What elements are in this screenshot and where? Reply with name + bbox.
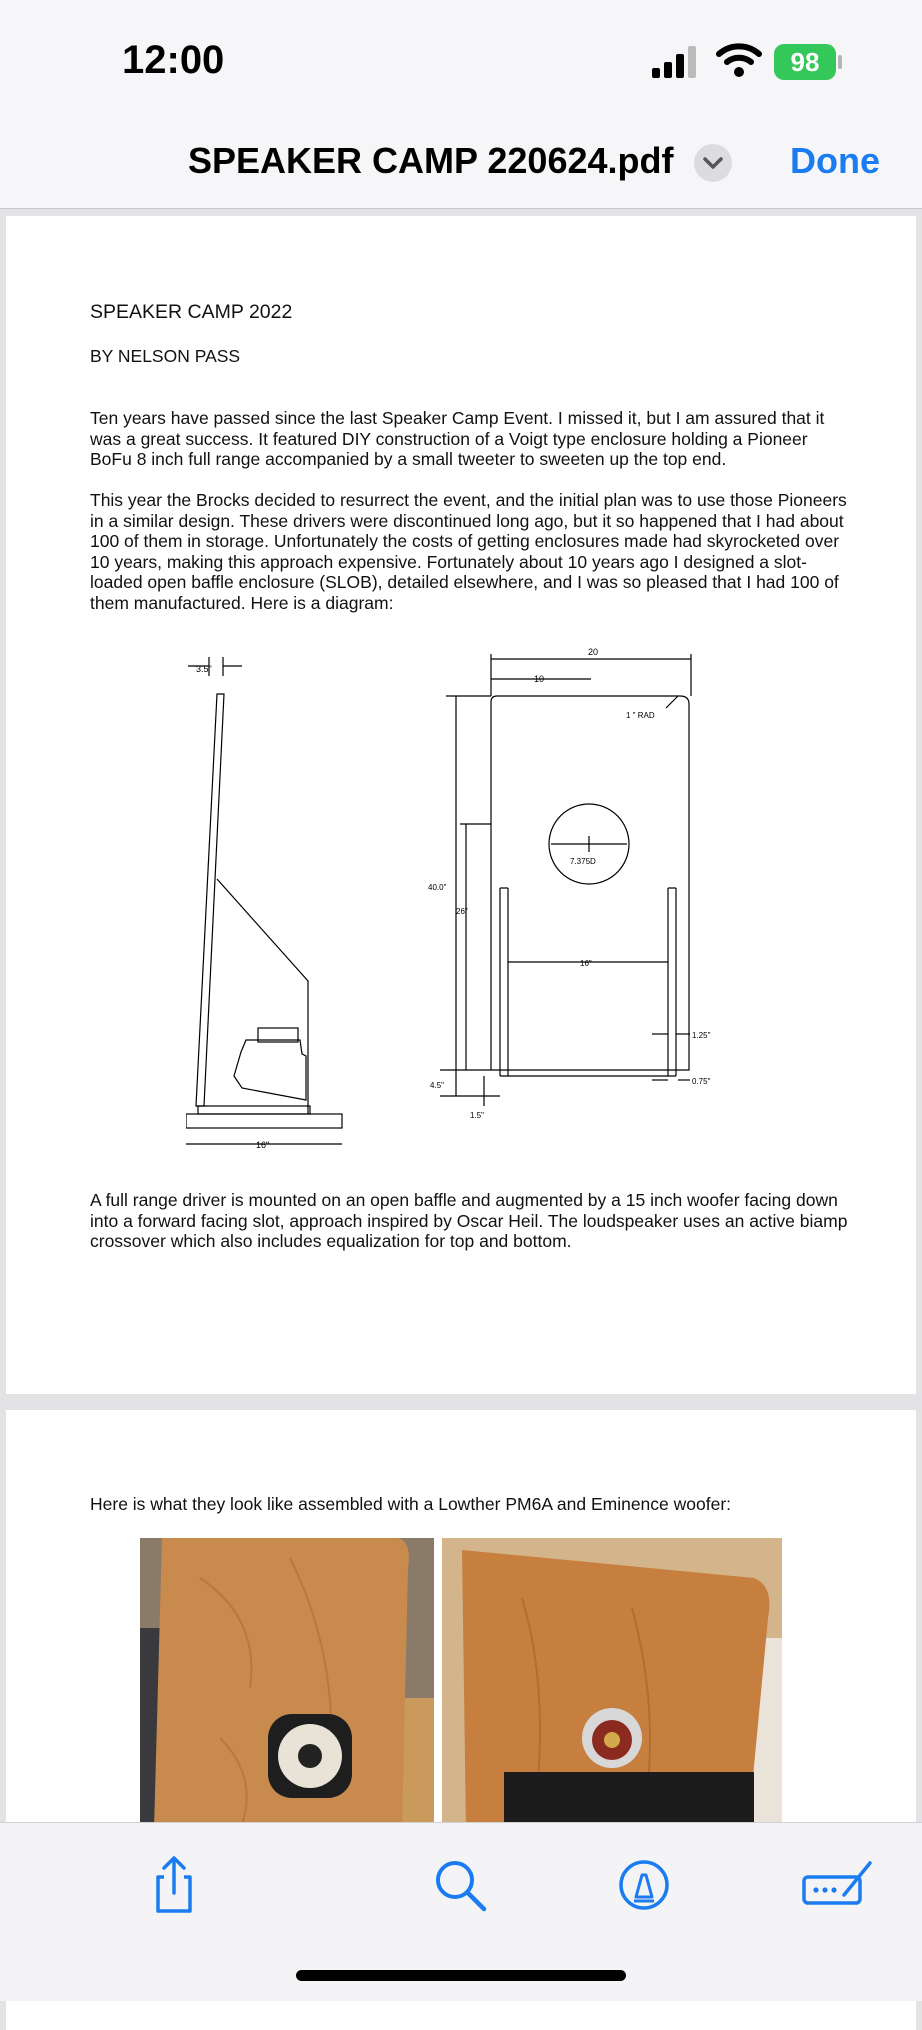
dim-label-4-5: 4.5" bbox=[430, 1081, 444, 1090]
dim-label-7-375d: 7.375D bbox=[570, 857, 596, 866]
dim-label-1-5: 1.5" bbox=[470, 1111, 484, 1120]
dim-label-20: 20 bbox=[588, 647, 599, 657]
clock: 12:00 bbox=[122, 38, 225, 82]
wifi-icon bbox=[716, 42, 762, 78]
paragraph-3: A full range driver is mounted on an open baffle and augmented by a 15 inch woofer facing down into a forward facing slot, approach inspired by Oscar Heil. The loudspeaker uses an active biamp crossover which also includes equalization for top and bottom. bbox=[90, 1190, 848, 1251]
speaker-diagram bbox=[186, 636, 726, 1156]
page2-caption: Here is what they look like assembled with a Lowther PM6A and Eminence woofer: bbox=[90, 1494, 732, 1514]
home-indicator[interactable] bbox=[296, 1970, 626, 1981]
front-view bbox=[440, 654, 691, 1106]
dim-label-10: 10 bbox=[534, 674, 545, 684]
markup-icon[interactable] bbox=[612, 1853, 676, 1917]
page-title: SPEAKER CAMP 2022 bbox=[90, 301, 293, 323]
dim-label-40: 40.0" bbox=[428, 883, 447, 892]
dim-label-16-side: 16" bbox=[256, 1140, 270, 1150]
title-menu-button[interactable] bbox=[694, 144, 732, 182]
paragraph-2: This year the Brocks decided to resurrect the event, and the initial plan was to use those Pioneers in a similar design. These drivers were discontinued long ago, but it so happened that I had about 100 of them in storage. Unfortunately the costs of getting enclosures made had skyrocketed over 10 years, making this approach expensive. Fortunately about 10 years ago I designed a slot-loaded open baffle enclosure (SLOB), detailed elsewhere, and I was so pleased that I had 100 of them manufactured. Here is a diagram: bbox=[90, 490, 847, 613]
byline: BY NELSON PASS bbox=[90, 346, 241, 366]
dim-label-1-25: 1.25" bbox=[692, 1031, 711, 1040]
battery-level bbox=[774, 44, 836, 80]
battery-tip bbox=[838, 55, 842, 69]
dim-label-0-75: 0.75" bbox=[692, 1077, 711, 1086]
speaker-photo-rear bbox=[442, 1538, 782, 1830]
side-view bbox=[186, 657, 342, 1144]
battery-percent: 98 bbox=[790, 47, 820, 77]
dim-label-16-front: 16" bbox=[580, 959, 592, 968]
document-title[interactable]: SPEAKER CAMP 220624.pdf bbox=[188, 140, 674, 181]
cellular-signal-icon bbox=[652, 46, 700, 78]
search-icon[interactable] bbox=[428, 1853, 492, 1917]
speaker-photo-front bbox=[140, 1538, 434, 1830]
status-bar bbox=[0, 0, 922, 110]
signature-icon[interactable] bbox=[800, 1853, 876, 1917]
dim-label-1-rad: 1 " RAD bbox=[626, 711, 655, 720]
paragraph-1: Ten years have passed since the last Speaker Camp Event. I missed it, but I am assured that it was a great success. It featured DIY construction of a Voigt type enclosure holding a Pioneer BoFu 8 inch full range accompanied by a small tweeter to sweeten up the top end. bbox=[90, 408, 825, 469]
dim-label-26: 26" bbox=[456, 907, 468, 916]
done-button[interactable]: Done bbox=[790, 140, 880, 181]
battery-indicator bbox=[774, 44, 842, 80]
nav-bar bbox=[0, 110, 922, 209]
pdf-page-1[interactable] bbox=[6, 216, 916, 1394]
chevron-down-icon bbox=[694, 144, 732, 182]
dim-label-3-5: 3.5" bbox=[196, 664, 212, 674]
share-icon[interactable] bbox=[142, 1853, 206, 1917]
